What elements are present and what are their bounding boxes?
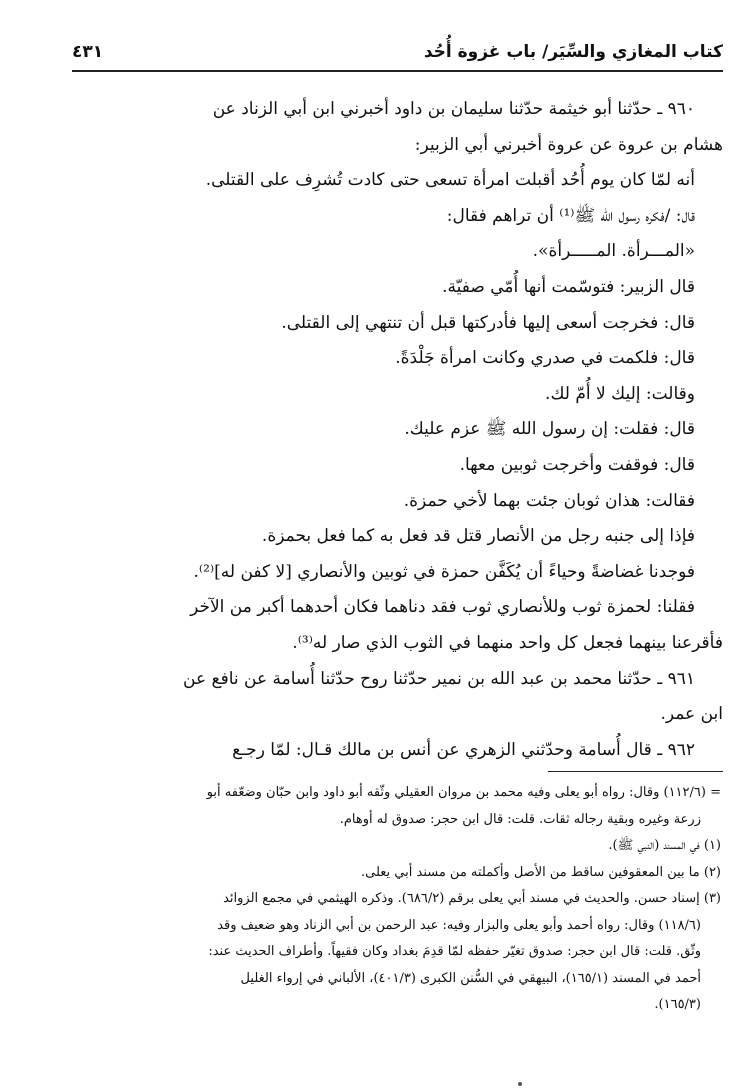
text-line: ٩٦٠ ـ حدّثنا أبو خيثمة حدّثنا سليمان بن داود أخبرني ابن أبي الزناد عن xyxy=(212,99,695,119)
text-line: وقالت: إليك لا أُمّ لك. xyxy=(545,383,695,404)
text-line: ٩٦١ ـ حدّثنا محمد بن عبد الله بن نمير حدّثنا روح حدّثنا أُسامة عن نافع عن xyxy=(183,668,695,689)
text-line: قال: فخرجت أسعى إليها فأدركتها قبل أن تنتهي إلى القتلى. xyxy=(281,312,695,333)
text-line: ابن عمر. xyxy=(660,704,723,725)
running-title: كتاب المغازي والسِّيَر/ باب غزوة أُحُد xyxy=(423,42,723,62)
text-line: فقالت: هذان ثوبان جئت بهما لأخي حمزة. xyxy=(403,490,695,511)
text-line: فإذا إلى جنبه رجل من الأنصار قتل قد فعل به كما فعل بحمزة. xyxy=(261,526,695,547)
text-line: فوجدنا غضاضةً وحياءً أن يُكَفَّن حمزة في ثوبين والأنصاري [لا كفن له]⁽²⁾. xyxy=(193,561,695,582)
footnote-line: (٢) ما بين المعقوفين ساقط من الأصل وأكملته من مسند أبي يعلى. xyxy=(361,864,721,880)
text-line: ٩٦٢ ـ قال أُسامة وحدّثني الزهري عن أنس بن مالك قـال: لمّا رجـع xyxy=(232,739,695,760)
footnotes xyxy=(40,780,721,1019)
text-line: «المـــرأة. المـــــرأة». xyxy=(532,241,695,262)
footnote-line: وثّق. قلت: قال ابن حجر: صدوق تغيّر حفظه لمّا قدِمَ بغداد وكان فقيهاً. وأطراف الحديث عند: xyxy=(208,944,701,959)
footnote-divider xyxy=(548,771,723,772)
footnote-line: (١٦٥/٣). xyxy=(654,997,701,1012)
main-text xyxy=(40,92,723,768)
page-header xyxy=(72,40,723,72)
footnote-line: زرعة وغيره وبقية رجاله ثقات. قلت: قال ابن حجر: صدوق له أوهام. xyxy=(339,811,701,827)
text-line: قال: /فكره رسول الله ﷺ⁽¹⁾ أن تراهم فقال: xyxy=(446,205,695,226)
text-line: قال: فلكمت في صدري وكانت امرأة جَلْدَةً. xyxy=(395,348,695,369)
footnote-line: أحمد في المسند (١٦٥/١)، البيهقي في السُّنن الكبرى (٤٠١/٣)، الألباني في إرواء الغليل xyxy=(240,970,701,986)
footnote-line: (١١٨/٦) وقال: رواه أحمد وأبو يعلى والبزار وفيه: عبد الرحمن بن أبي الزناد وهو ضعيف وقد xyxy=(217,917,701,933)
footnote-line: (١) في المسند (النبي ﷺ). xyxy=(608,838,721,853)
footnote-line: (٣) إسناد حسن. والحديث في مسند أبي يعلى برقم (٦٨٦/٢). وذكره الهيثمي في مجمع الزوائد xyxy=(223,891,721,906)
text-line: قال: فقلت: إن رسول الله ﷺ عزم عليك. xyxy=(404,419,695,440)
text-line: أنه لمّا كان يوم أُحُد أقبلت امرأة تسعى حتى كادت تُشرِف على القتلى. xyxy=(205,170,695,191)
text-line: قال الزبير: فتوسّمت أنها أُمّي صفيّة. xyxy=(442,276,695,297)
scan-speck xyxy=(518,1082,522,1086)
text-line: قال: فوقفت وأخرجت ثوبين معها. xyxy=(459,454,695,475)
text-line: فأقرعنا بينهما فجعل كل واحد منهما في الثوب الذي صار له⁽³⁾. xyxy=(292,632,723,653)
text-line: هشام بن عروة عن عروة أخبرني أبي الزبير: xyxy=(414,134,723,155)
page-number: ٤٣١ xyxy=(72,42,104,62)
text-line: فقلنا: لحمزة ثوب وللأنصاري ثوب فقد دناهما فكان أحدهما أكبر من الآخر xyxy=(190,597,695,618)
footnote-line: = (١١٢/٦) وقال: رواه أبو يعلى وفيه محمد بن مروان العقيلي وثّقه أبو داود وابن حبّان وضعّفه أبو xyxy=(206,785,721,800)
